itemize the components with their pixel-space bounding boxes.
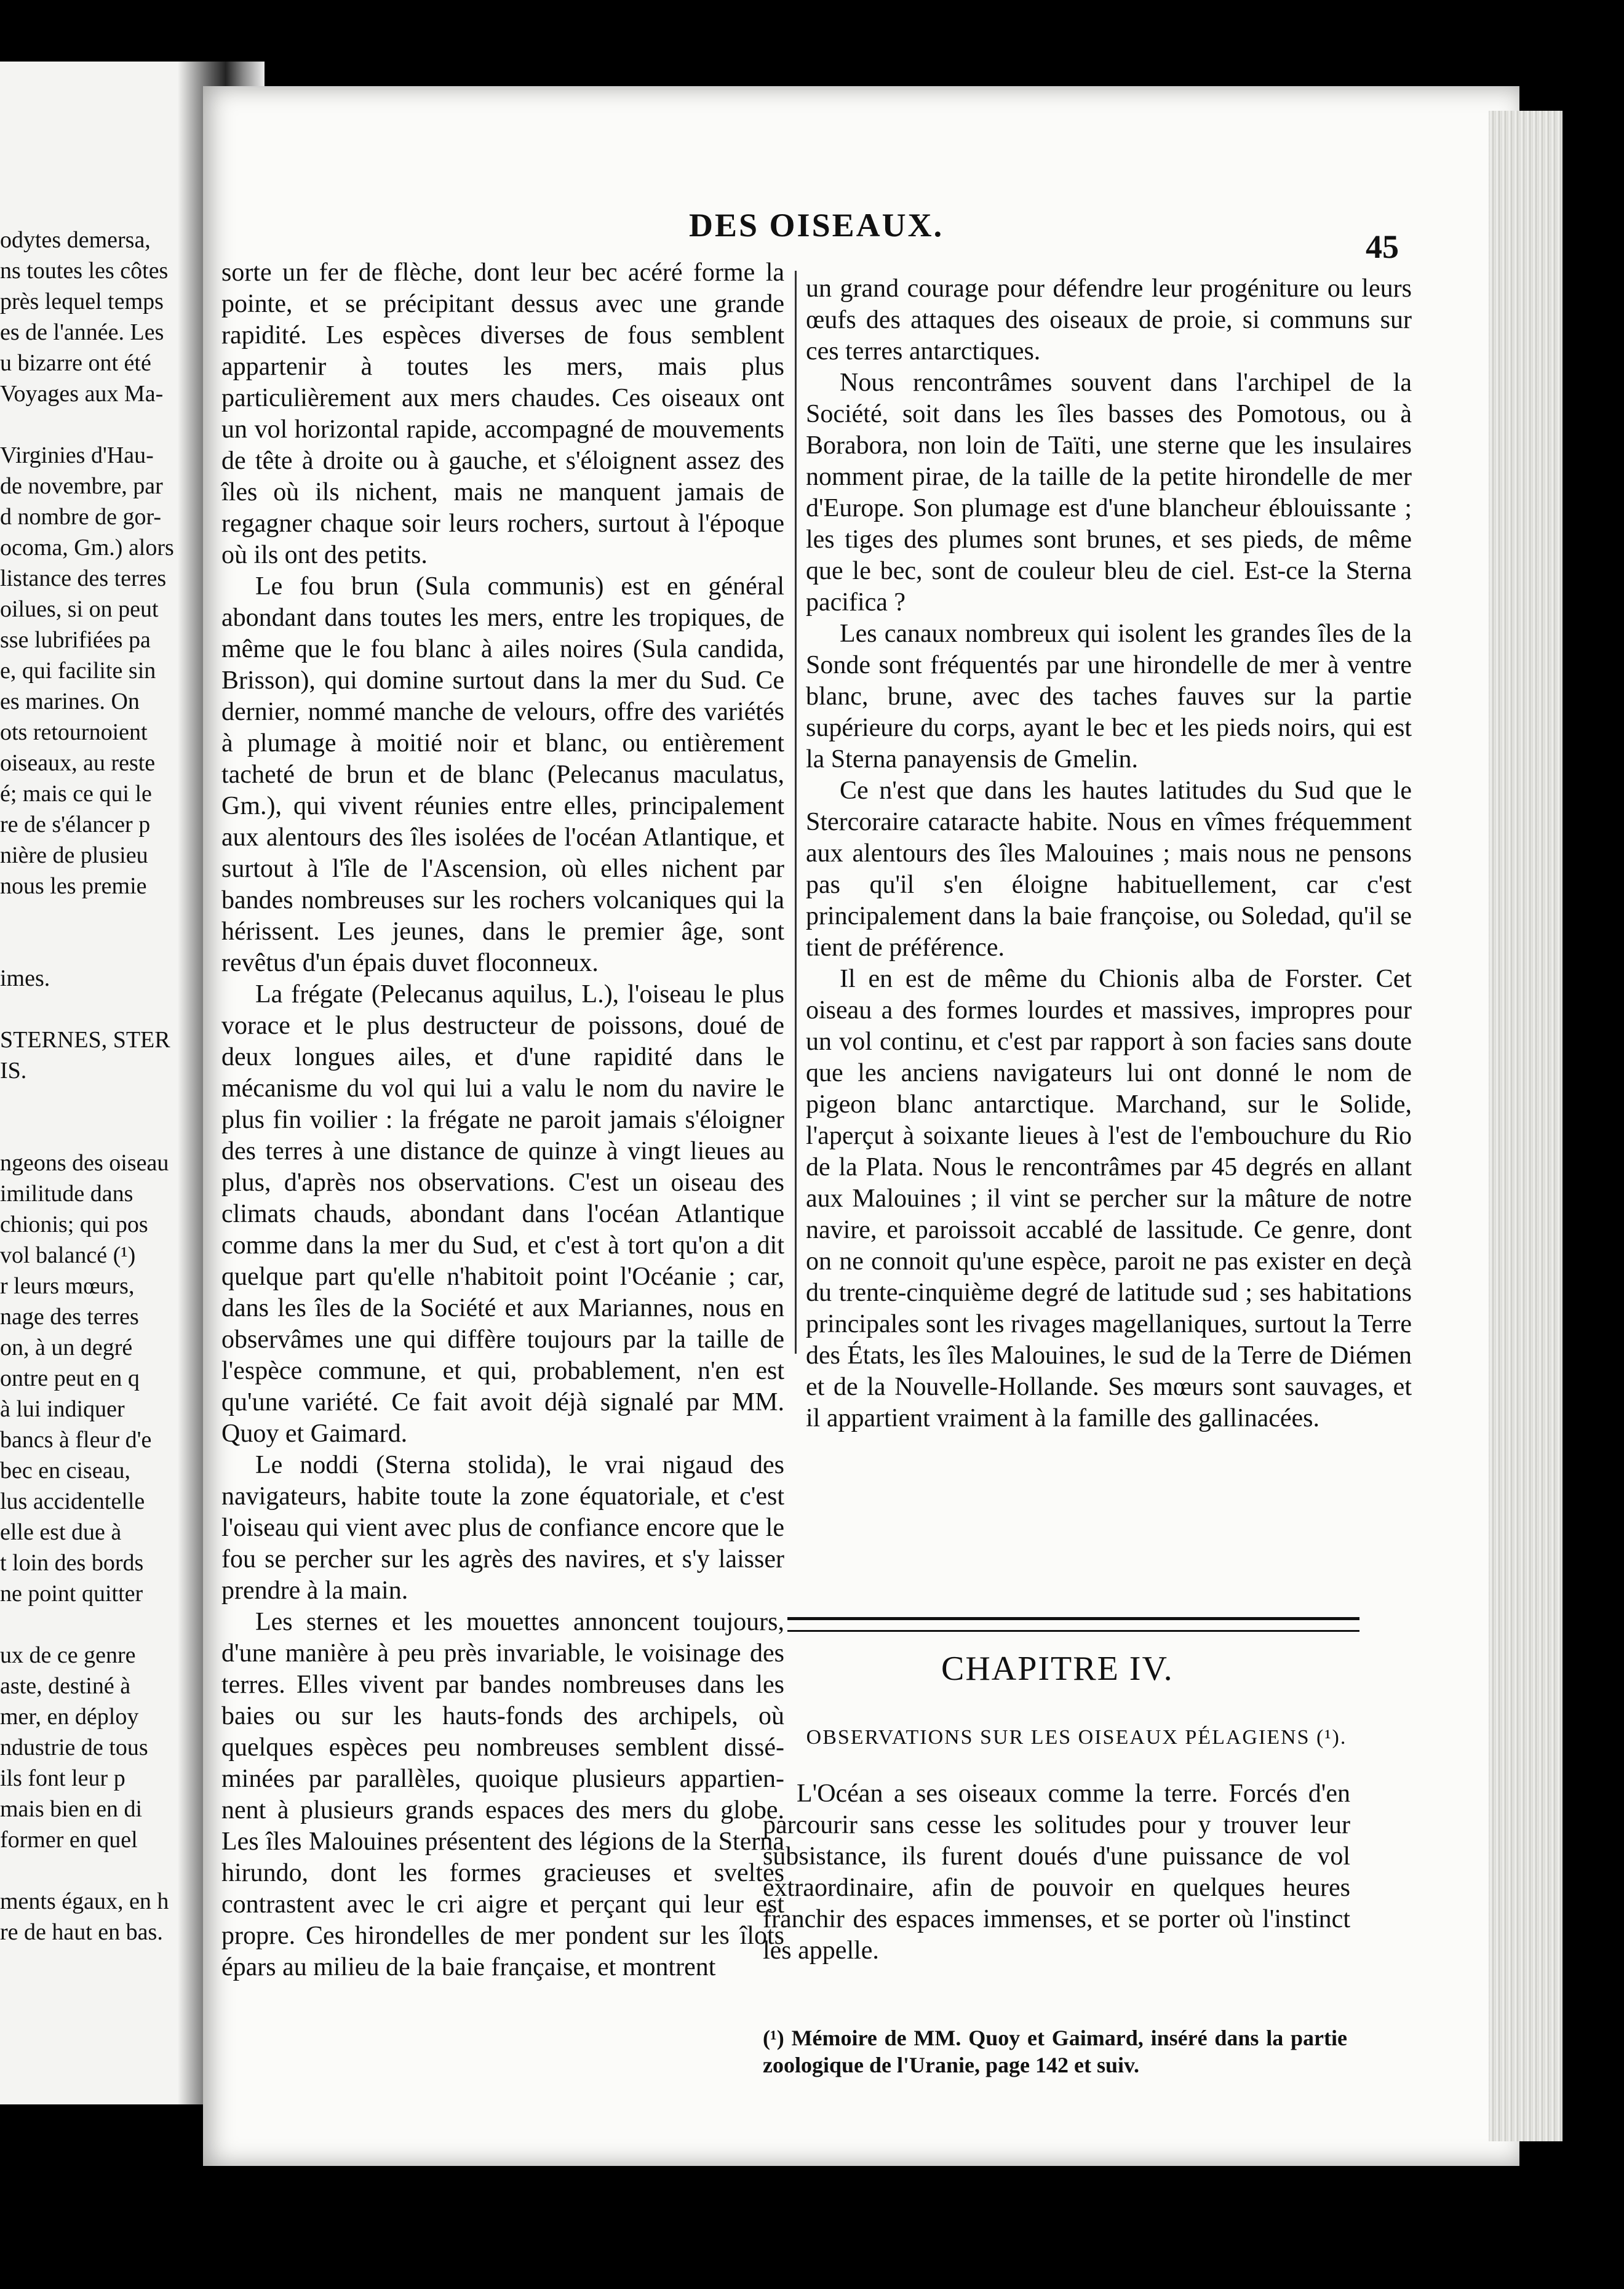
facing-page-line: ngeons des oiseau [0, 1150, 169, 1176]
facing-page-line: ots retournoient [0, 719, 148, 745]
facing-page-line: re de s'élancer p [0, 812, 151, 837]
column-divider [795, 271, 797, 1354]
page-number: 45 [1366, 228, 1399, 265]
facing-page-line: oilues, si on peut [0, 596, 159, 622]
facing-page-line: ments égaux, en h [0, 1888, 169, 1914]
page-edges [1489, 111, 1562, 2141]
facing-page-line: ontre peut en q [0, 1365, 140, 1391]
paragraph: Il en est de même du Chionis alba de Forster. Cet oiseau a des formes lourdes et massives, impropres pour un vol continu, et c'est par rapport à son facies sans doute que les anciens navigateurs lui ont donné le nom de pigeon blanc antarctique. Marchand, sur le Solide, l'aperçut à soixante lieues à l'est de l'embouchure du Rio de la Plata. Nous le rencontrâmes par 45 degrés en allant aux Malouines ; il vint se percher sur la mâture de notre navire, et paroissoit accablé de lassitude. Ce genre, dont on ne connoit qu'une espèce, paroit ne pas exister en deçà du trente-cinquième degré de latitude sud ; ses habitations principales sont les rivages magellaniques, surtout la Terre des États, les îles Malouines, le sud de la Terre de Diémen et de la Nouvelle-Hollande. Ses mœurs sont sauvages, et il appartient vraiment à la famille des gallinacées. [806, 965, 1412, 1432]
facing-page-line [0, 1117, 200, 1148]
facing-page-line: bec en ciseau, [0, 1458, 131, 1484]
facing-page-line: elle est due à [0, 1519, 122, 1545]
paragraph: Ce n'est que dans les hautes latitudes du Sud que le Stercoraire cataracte habite. Nous en vîmes fréquemment aux alentours des îles Malouines ; mais nous ne pensons pas qu'il s'en éloigne habituellement, car c'est principalement dans la baie françoise, ou Soledad, qu'il se tient de préférence. [806, 777, 1412, 962]
facing-page-line: u bizarre ont été [0, 350, 151, 376]
facing-page-line: former en quel [0, 1827, 138, 1853]
facing-page-line: ns toutes les côtes [0, 258, 169, 284]
paragraph: Nous rencontrâmes souvent dans l'archipel de la Société, soit dans les îles basses des Pomotous, ou à Borabora, non loin de Taïti, une sterne que les insulaires nomment pirae, de la taille de la petite hirondelle de mer d'Europe. Son plumage est d'une blancheur éblouissante ; les tiges des plumes sont brunes, et ses pieds, de même que le bec, sont de couleur bleu de ciel. Est-ce la Sterna pacifica ? [806, 369, 1412, 617]
facing-page-line: ux de ce genre [0, 1642, 136, 1668]
facing-page-fragment [0, 62, 203, 2104]
facing-page-line [0, 409, 200, 440]
facing-page-line: de novembre, par [0, 473, 163, 499]
facing-page-line: oiseaux, au reste [0, 750, 156, 776]
facing-page-line [0, 1609, 200, 1640]
facing-page-line: r leurs mœurs, [0, 1273, 135, 1299]
facing-page-line: nage des terres [0, 1304, 139, 1330]
paragraph: Le fou brun (Sula communis) est en général abondant dans toutes les mers, entre les tropiques, de même que le fou blanc à ailes noires (Sula candida, Brisson), qui domine surtout dans la mer du Sud. Ce dernier, nommé manche de velours, offre des variétés à plumage à moitié noir et blanc, ou entièrement tacheté de brun et de blanc (Pelecanus maculatus, Gm.), qui vivent réunies entre elles, principalement aux alentours des îles isolées de l'océan Atlantique, et surtout à l'île de l'Ascension, où elles nichent par bandes nombreuses sur les rochers volcaniques qui la hérissent. Les jeunes, dans le premier âge, sont revêtus d'un épais duvet floconneux. [221, 572, 784, 977]
chapter-subtitle: OBSERVATIONS SUR LES OISEAUX PÉLAGIENS (¹). [806, 1726, 1347, 1749]
facing-page-line [0, 932, 200, 963]
facing-page-line [0, 1855, 200, 1886]
facing-page-line: ocoma, Gm.) alors [0, 535, 174, 561]
chapter-body [763, 1778, 1350, 1967]
footnote: (¹) Mémoire de MM. Quoy et Gaimard, inséré dans la partie zoologique de l'Uranie, page 142 et suiv. [763, 2026, 1347, 2077]
facing-page-line: es de l'année. Les [0, 319, 164, 345]
right-text-column [806, 273, 1412, 1434]
facing-page-line: STERNES, STER [0, 1027, 170, 1053]
facing-page-line: nière de plusieu [0, 842, 148, 868]
facing-page-line: lus accidentelle [0, 1488, 145, 1514]
facing-page-line: bancs à fleur d'e [0, 1427, 152, 1453]
running-header: DES OISEAUX. [689, 207, 944, 244]
chapter-heading: CHAPITRE IV. [941, 1650, 1174, 1688]
facing-page-line: ndustrie de tous [0, 1735, 148, 1760]
facing-page-line: vol balancé (¹) [0, 1242, 136, 1268]
facing-page-line [0, 901, 200, 932]
facing-page-line: odytes demersa, [0, 227, 151, 253]
facing-page-line: IS. [0, 1058, 27, 1084]
facing-page-line: nous les premie [0, 873, 147, 899]
facing-page-line: ne point quitter [0, 1581, 143, 1607]
facing-page-line [0, 994, 200, 1025]
paragraph: sorte un fer de flèche, dont leur bec acéré forme la pointe, et se précipitant dessus avec une grande rapidité. Les espèces diverses de fous semblent appartenir à toutes les mers, mais plus particulièrement aux mers chaudes. Ces oiseaux ont un vol horizontal rapide, accompagné de mouvements de tête à droite ou à gauche, et s'éloignent assez des îles où ils nichent, mais ne manquent jamais de regagner chaque soir leurs rochers, surtout à l'époque où ils ont des petits. [221, 258, 784, 569]
paragraph: Les sternes et les mouettes annoncent toujours, d'une manière à peu près invariable, le voisinage des terres. Elles vivent par bandes nombreuses dans les baies ou sur les hauts-fonds des archipels, où quelques espèces peu nombreuses semblent dissé-minées par parallèles, quoique plusieurs appartien-nent à plusieurs grands espaces des mers du globe. Les îles Malouines présentent des légions de la Sterna hirundo, dont les formes gracieuses et sveltes contrastent avec le cri aigre et perçant qui leur est propre. Ces hirondelles de mer pondent sur les îlots épars au milieu de la baie française, et montrent [221, 1608, 784, 1981]
facing-page-line: es marines. On [0, 689, 140, 714]
paragraph: L'Océan a ses oiseaux comme la terre. Forcés d'en parcourir sans cesse les solitudes pour y trouver leur subsistance, ils furent doués d'une puissance de vol extraordinaire, afin de pouvoir en quelques heures franchir des espaces immenses, et se porter où l'instinct les appelle. [763, 1780, 1350, 1965]
facing-page-line: e, qui facilite sin [0, 658, 156, 684]
facing-page-line [0, 1086, 200, 1117]
facing-page-line: imes. [0, 965, 50, 991]
facing-page-line: à lui indiquer [0, 1396, 125, 1422]
paragraph: Le noddi (Sterna stolida), le vrai nigaud des navigateurs, habite toute la zone équatoriale, et c'est l'oiseau qui vient avec plus de confiance encore que le fou se percher sur les agrès des navires, et s'y laisser prendre à la main. [221, 1451, 784, 1605]
facing-page-line: ils font leur p [0, 1765, 125, 1791]
facing-page-line: mais bien en di [0, 1796, 143, 1822]
facing-page-line: Voyages aux Ma- [0, 381, 164, 407]
facing-page-line: près lequel temps [0, 289, 164, 314]
facing-page-line: listance des terres [0, 565, 167, 591]
left-text-column [221, 257, 784, 1983]
facing-page-line: é; mais ce qui le [0, 781, 152, 807]
facing-page-line: t loin des bords [0, 1550, 144, 1576]
facing-page-line: sse lubrifiées pa [0, 627, 151, 653]
facing-page-line: mer, en déploy [0, 1704, 139, 1730]
facing-page-line: Virginies d'Hau- [0, 442, 154, 468]
facing-page-line: aste, destiné à [0, 1673, 131, 1699]
facing-page-line: re de haut en bas. [0, 1919, 163, 1945]
paragraph: La frégate (Pelecanus aquilus, L.), l'oiseau le plus vorace et le plus destructeur de poissons, doué de deux longues ailes, et d'une rapidité dans le mécanisme du vol qui lui a valu le nom du navire le plus fin voilier : la frégate ne paroit jamais s'éloigner des terres à une distance de quinze à vingt lieues au plus, d'après nos observations. C'est un oiseau des climats chauds, abondant dans l'océan Atlantique comme dans la mer du Sud, et c'est à tort qu'on a dit quelque part qu'elle n'habitoit point l'Océanie ; car, dans les îles de la Société et aux Mariannes, nous en observâmes une qui diffère toujours par la taille de l'espèce commune, et qui, probablement, n'en est qu'une variété. Ce fait avoit déjà signalé par MM. Quoy et Gaimard. [221, 980, 784, 1448]
paragraph: un grand courage pour défendre leur progéniture ou leurs œufs des attaques des oiseaux de proie, si communs sur ces terres antarctiques. [806, 274, 1412, 366]
facing-page-line: imilitude dans [0, 1181, 133, 1207]
facing-page-line: d nombre de gor- [0, 504, 161, 530]
facing-page-line: chionis; qui pos [0, 1212, 148, 1237]
facing-page-line: on, à un degré [0, 1335, 133, 1360]
facing-page-text [0, 225, 200, 1947]
section-rule [787, 1617, 1359, 1632]
paragraph: Les canaux nombreux qui isolent les grandes îles de la Sonde sont fréquentés par une hirondelle de mer à ventre blanc, brune, avec des taches fauves sur la partie supérieure du corps, ayant le bec et les pieds noirs, qui est la Sterna panayensis de Gmelin. [806, 620, 1412, 773]
